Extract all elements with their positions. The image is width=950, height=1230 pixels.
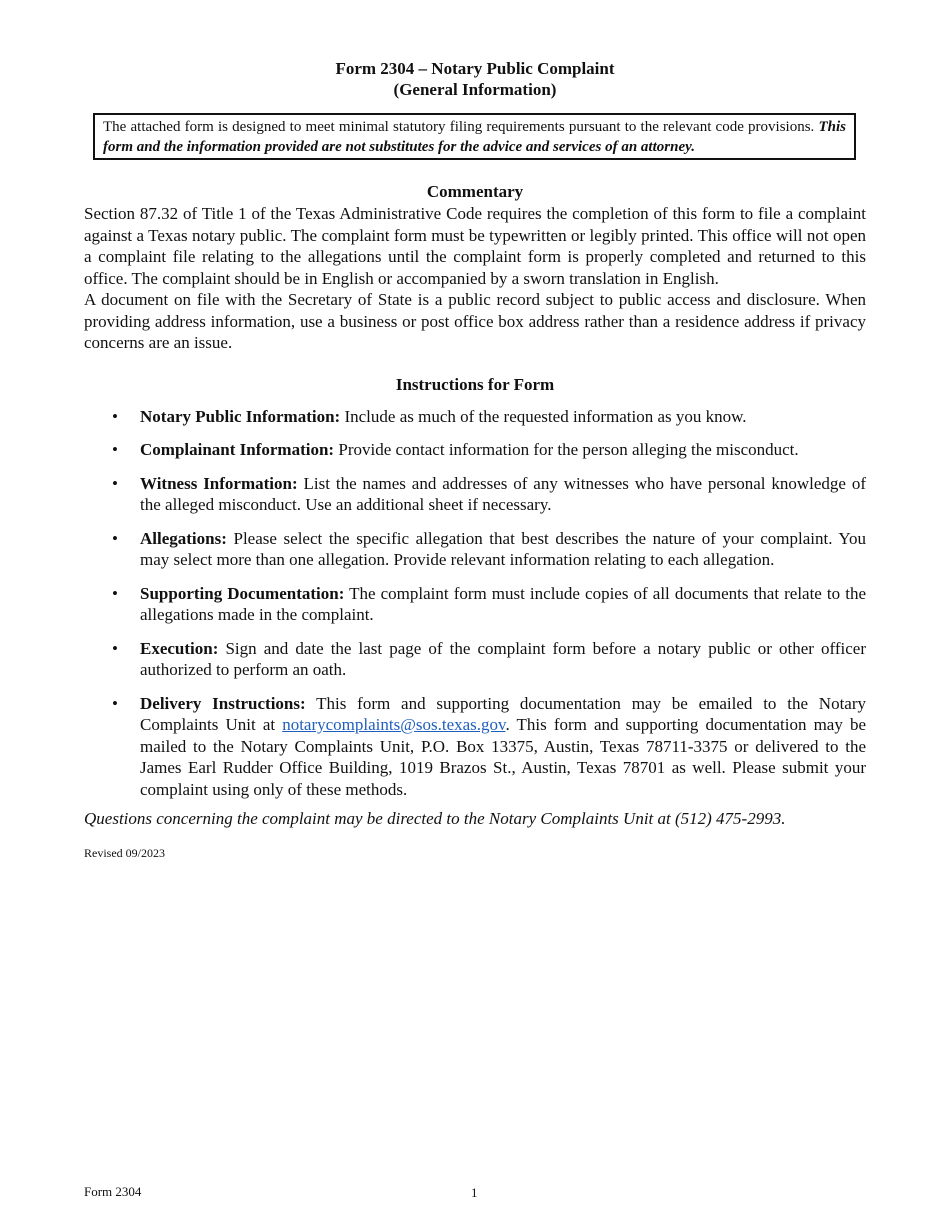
item-label: Allegations: <box>140 528 227 548</box>
item-text: Include as much of the requested information as you know. <box>340 406 747 426</box>
instructions-list <box>84 406 866 801</box>
form-subtitle: (General Information) <box>393 80 557 99</box>
item-text: . This form and supporting documentation may be mailed to the Notary Complaints Unit, P.O. Box 13375, Austin, Texas 78711-3375 or delivered to the James Earl Rudder Office Building, 1019 Brazos St., Austin, Texas 78701 as well. Please submit your complaint using only of these methods. <box>140 715 866 799</box>
item-label: Notary Public Information: <box>140 406 341 426</box>
item-text: This form and supporting documentation may be emailed to the Notary Complaints Unit at <box>140 693 866 734</box>
revision-date: Revised 09/2023 <box>84 846 165 860</box>
bullet-icon: • <box>112 638 118 658</box>
bullet-icon: • <box>112 473 118 493</box>
item-text: Please select the specific allegation that best describes the nature of your complaint. You may select more than one allegation. Provide relevant information relating to each allegation. <box>140 528 866 569</box>
commentary-heading: Commentary <box>426 182 524 201</box>
bullet-icon: • <box>112 693 118 713</box>
document-page <box>84 58 866 861</box>
disclaimer-text: The attached form is designed to meet minimal statutory filing requirements pursuant to the relevant code provisions. <box>103 119 819 135</box>
list-item <box>84 406 866 428</box>
disclaimer-emphasis: This form and the information provided are not substitutes for the advice and services of an attorney. <box>103 119 846 155</box>
email-link[interactable]: notarycomplaints@sos.texas.gov <box>282 715 506 734</box>
bullet-icon: • <box>112 583 118 603</box>
item-label: Delivery Instructions: <box>140 693 306 713</box>
bullet-icon: • <box>112 440 118 459</box>
footer-form-label: Form 2304 <box>84 1184 142 1199</box>
disclaimer-box <box>93 113 856 160</box>
item-text: Provide contact information for the person alleging the misconduct. <box>334 440 799 459</box>
commentary-paragraph-2: A document on file with the Secretary of State is a public record subject to public access and disclosure. When providing address information, use a business or post office box address rather than a residence address if privacy concerns are an issue. <box>84 290 866 352</box>
list-item <box>84 583 866 626</box>
item-text: List the names and addresses of any witnesses who have personal knowledge of the alleged misconduct. Use an additional sheet if necessary. <box>140 473 867 514</box>
list-item <box>84 473 866 516</box>
item-label: Witness Information: <box>140 473 298 493</box>
commentary-paragraph-1: Section 87.32 of Title 1 of the Texas Administrative Code requires the completion of this form to file a complaint against a Texas notary public. The complaint form must be typewritten or legibly printed. This office will not open a complaint file relating to the allegations until the complaint form is properly completed and returned to this office. The complaint should be in English or accompanied by a sworn translation in English. <box>84 204 866 288</box>
bullet-icon: • <box>112 528 118 548</box>
item-text: Sign and date the last page of the complaint form before a notary public or other officer authorized to perform an oath. <box>140 638 866 679</box>
item-label: Supporting Documentation: <box>140 583 345 603</box>
list-item <box>84 638 866 681</box>
item-text: The complaint form must include copies of all documents that relate to the allegations made in the complaint. <box>140 583 866 624</box>
item-label: Complainant Information: <box>140 440 335 459</box>
instructions-heading: Instructions for Form <box>395 374 555 394</box>
item-label: Execution: <box>140 638 219 658</box>
list-item <box>84 439 866 461</box>
form-title: Form 2304 – Notary Public Complaint <box>335 59 615 78</box>
page-number: 1 <box>471 1185 478 1200</box>
list-item <box>84 528 866 571</box>
bullet-icon: • <box>112 406 118 426</box>
questions-note: Questions concerning the complaint may be directed to the Notary Complaints Unit at (512) 475-2993. <box>84 809 786 828</box>
list-item-delivery <box>84 693 866 801</box>
